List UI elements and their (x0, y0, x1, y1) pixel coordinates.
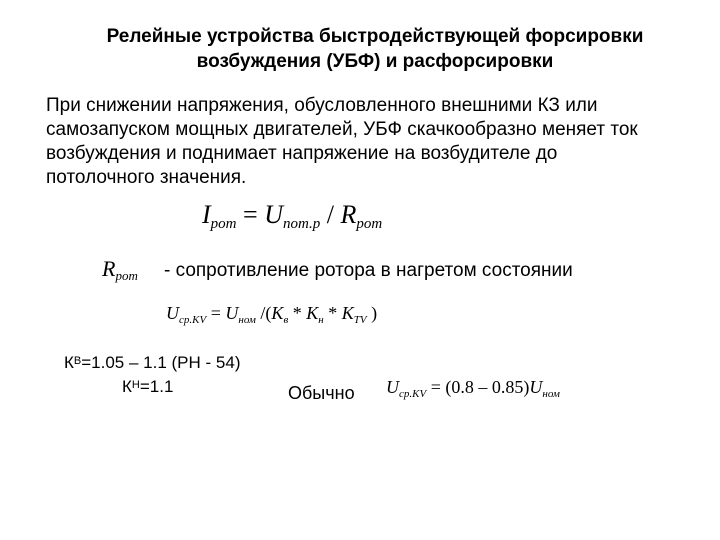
formula2-u: U (166, 303, 179, 323)
formula2-k2: K (306, 303, 319, 323)
slide-title (60, 24, 690, 74)
intro-paragraph (46, 94, 696, 190)
formula1-r-subscript: рот (356, 216, 383, 232)
formula3-u2: U (529, 377, 543, 397)
formula1-equals: = (236, 200, 265, 229)
formula3-equals: = (426, 377, 446, 397)
kn-value: =1.1 (139, 377, 174, 396)
title-line-1: Релейные устройства быстродействующей форсировки (106, 26, 644, 47)
formula3-range: (0.8 – 0.85) (445, 377, 530, 397)
formula2-k2-subscript: н (318, 314, 324, 326)
formula1-divide: / (320, 200, 341, 229)
rotor-r-subscript: рот (115, 268, 138, 283)
formula2-k1-subscript: в (283, 314, 289, 326)
relay-voltage-formula (166, 303, 377, 326)
formula2-k3: K (341, 303, 354, 323)
formula1-u: U (264, 200, 283, 229)
kv-letter: К (64, 353, 74, 372)
formula2-u2: U (225, 303, 239, 323)
formula2-multiply-2: * (323, 303, 342, 323)
formula1-i: I (202, 200, 211, 229)
kv-value: =1.05 – 1.1 (РН - 54) (81, 353, 241, 372)
usually-label: Обычно (288, 383, 355, 403)
paragraph-line-4: потолочного значения. (46, 167, 247, 188)
paragraph-line-3: возбуждения и поднимает напряжение на возбудителе до (46, 143, 558, 164)
formula1-i-subscript: рот (210, 216, 237, 232)
formula2-open: /( (255, 303, 272, 323)
formula2-multiply-1: * (288, 303, 307, 323)
paragraph-line-2: самозапуском мощных двигателей, УБФ скачкообразно меняет ток (46, 119, 638, 140)
kv-coefficient (64, 350, 240, 374)
coefficients-block (64, 350, 240, 398)
rotor-resistance-description: - сопротивление ротора в нагретом состоянии (164, 260, 573, 281)
typical-relay-voltage-formula (386, 377, 560, 400)
formula2-k3-subscript: TV (353, 314, 367, 326)
formula3-u: U (386, 377, 399, 397)
kn-coefficient (64, 374, 240, 398)
formula1-u-subscript: пот.р (282, 216, 321, 232)
formula2-close: ) (366, 303, 378, 323)
formula2-equals: = (206, 303, 226, 323)
title-line-2: возбуждения (УБФ) и расфорсировки (196, 51, 554, 72)
formula2-u2-subscript: ном (238, 314, 256, 326)
formula3-u-subscript: ср.KV (399, 388, 427, 400)
kn-subscript: Н (131, 379, 140, 391)
rotor-current-formula (202, 200, 382, 233)
formula2-k1: K (271, 303, 284, 323)
kv-subscript: В (73, 355, 82, 367)
rotor-resistance-symbol (102, 256, 138, 284)
formula2-u-subscript: ср.KV (179, 314, 207, 326)
formula1-r: R (340, 200, 357, 229)
rotor-r: R (102, 256, 116, 281)
formula3-u2-subscript: ном (542, 388, 560, 400)
paragraph-line-1: При снижении напряжения, обусловленного внешними КЗ или (46, 95, 598, 116)
kn-letter: К (122, 377, 132, 396)
